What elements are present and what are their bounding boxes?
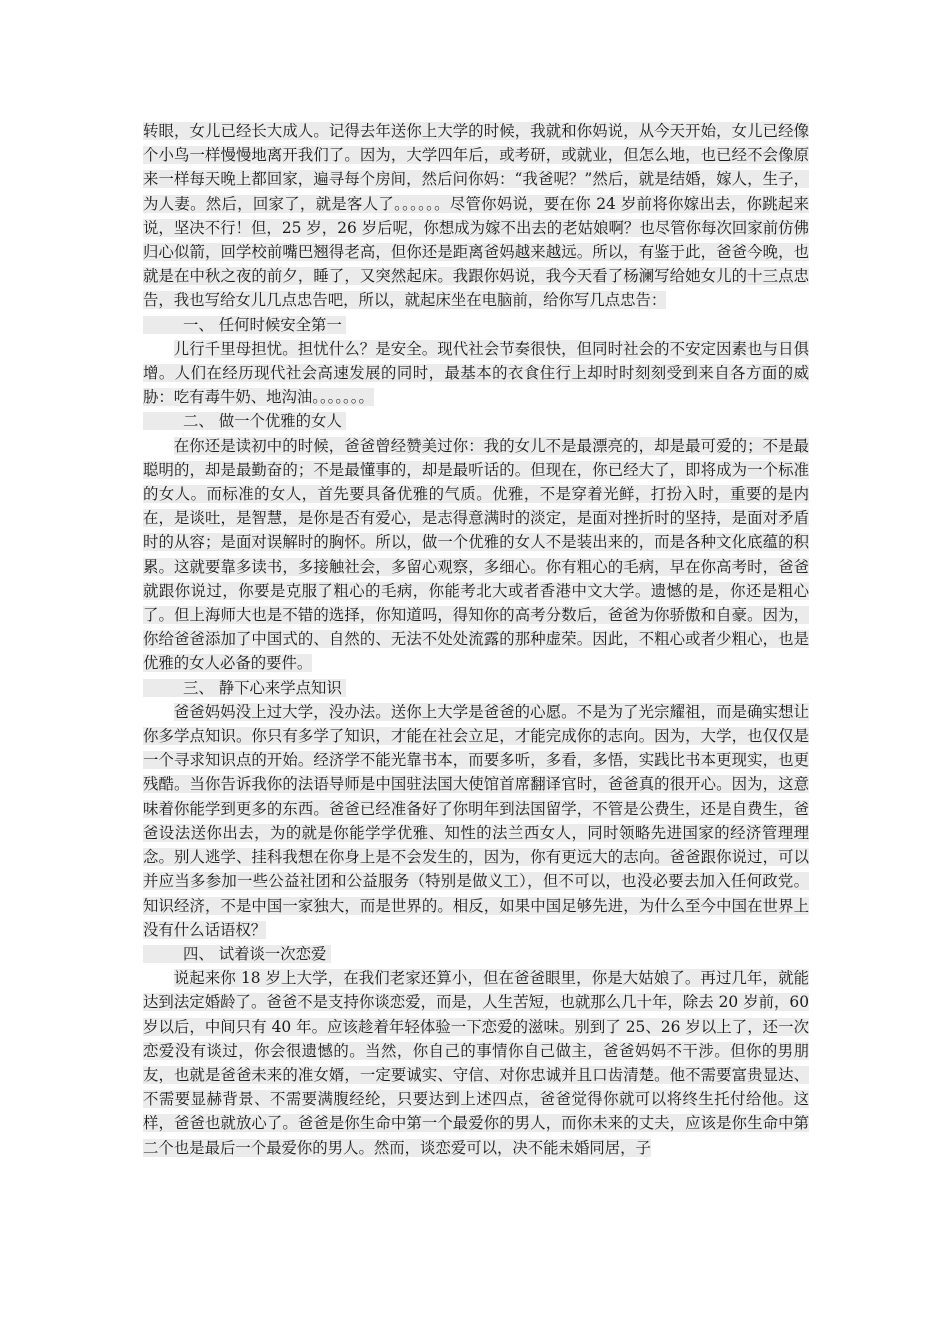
section-3-paragraph [143,700,809,942]
section-heading-2 [143,409,809,433]
section-heading-1 [143,313,809,337]
section-heading-3 [143,676,809,700]
section-4-paragraph-text: 说起来你 18 岁上大学，在我们老家还算小，但在爸爸眼里，你是大姑娘了。再过几年，就能达到法定婚龄了。爸爸不是支持你谈恋爱，而是，人生苦短，也就那么几十年，除去 20 岁前，60 岁以后，中间只有 40 年。应该趁着年轻体验一下恋爱的滋味。别到了 25、26 岁以上了，还一次恋爱没有谈过，你会很遗憾的。当然，你自己的事情你自己做主，爸爸妈妈不干涉。但你的男朋友，也就是爸爸未来的准女婿，一定要诚实、守信、对你忠诚并且口齿清楚。他不需要富贵显达、不需要显赫背景、不需要满腹经纶，只要达到上述四点，爸爸觉得你就可以将终生托付给他。这样，爸爸也就放心了。爸爸是你生命中第一个最爱你的男人，而你未来的丈夫，应该是你生命中第二个也是最后一个最爱你的男人。然而，谈恋爱可以，决不能未婚同居，子 [143,969,809,1157]
intro-paragraph [143,119,809,313]
section-heading-4 [143,942,809,966]
section-heading-2-text: 二、 做一个优雅的女人 [143,412,346,430]
section-1-paragraph [143,337,809,410]
section-1-paragraph-text: 儿行千里母担忧。担忧什么？是安全。现代社会节奏很快，但同时社会的不安定因素也与日俱增。人们在经历现代社会高速发展的同时，最基本的衣食住行上却时时刻刻受到来自各方面的威胁：吃有毒牛奶、地沟油。。。。。。。 [143,339,809,407]
section-3-paragraph-text: 爸爸妈妈没上过大学，没办法。送你上大学是爸爸的心愿。不是为了光宗耀祖，而是确实想让你多学点知识。你只有多学了知识，才能在社会立足，才能完成你的志向。因为，大学，也仅仅是一个寻求知识点的开始。经济学不能光靠书本，而要多听，多看，多悟，实践比书本更现实，也更残酷。当你告诉我你的法语导师是中国驻法国大使馆首席翻译官时，爸爸真的很开心。因为，这意味着你能学到更多的东西。爸爸已经准备好了你明年到法国留学，不管是公费生，还是自费生，爸爸设法送你出去，为的就是你能学学优雅、知性的法兰西女人，同时领略先进国家的经济管理理念。别人逃学、挂科我想在你身上是不会发生的，因为，你有更远大的志向。爸爸跟你说过，可以并应当多参加一些公益社团和公益服务（特别是做义工），但不可以，也没必要去加入任何政党。知识经济，不是中国一家独大，而是世界的。相反，如果中国足够先进，为什么至今中国在世界上没有什么话语权？ [143,702,809,939]
section-heading-1-text: 一、 任何时候安全第一 [143,316,346,334]
section-heading-3-text: 三、 静下心来学点知识 [143,679,346,697]
section-2-paragraph-text: 在你还是读初中的时候，爸爸曾经赞美过你：我的女儿不是最漂亮的，却是最可爱的；不是最聪明的，却是最勤奋的；不是最懂事的，却是最听话的。但现在，你已经大了，即将成为一个标准的女人。而标准的女人，首先要具备优雅的气质。优雅，不是穿着光鲜，打扮入时，重要的是内在，是谈吐，是智慧，是你是否有爱心，是志得意满时的淡定，是面对挫折时的坚持，是面对矛盾时的从容；是面对误解时的胸怀。所以，做一个优雅的女人不是装出来的，而是各种文化底蕴的积累。这就要靠多读书，多接触社会，多留心观察，多细心。你有粗心的毛病，早在你高考时，爸爸就跟你说过，你要是克服了粗心的毛病，你能考北大或者香港中文大学。遗憾的是，你还是粗心了。但上海师大也是不错的选择，你知道吗，得知你的高考分数后，爸爸为你骄傲和自豪。因为，你给爸爸添加了中国式的、自然的、无法不处处流露的那种虚荣。因此，不粗心或者少粗心，也是优雅的女人必备的要件。 [143,436,809,673]
section-2-paragraph [143,434,809,676]
document-page [143,119,809,1160]
intro-paragraph-text: 转眼，女儿已经长大成人。记得去年送你上大学的时候，我就和你妈说，从今天开始，女儿已经像个小鸟一样慢慢地离开我们了。因为，大学四年后，或考研，或就业，但怎么地，也已经不会像原来一样每天晚上都回家，遍寻每个房间，然后问你妈：“我爸呢？”然后，就是结婚，嫁人，生子，为人妻。然后，回家了，就是客人了。。。。。。尽管你妈说，要在你 24 岁前将你嫁出去，你跳起来说，坚决不行！但，25 岁，26 岁后呢，你想成为嫁不出去的老姑娘啊？也尽管你每次回家前仿佛归心似箭，回学校前嘴巴翘得老高，但你还是距离爸妈越来越远。所以，有鉴于此，爸爸今晚，也就是在中秋之夜的前夕，睡了，又突然起床。我跟你妈说，我今天看了杨澜写给她女儿的十三点忠告，我也写给女儿几点忠告吧，所以，就起床坐在电脑前，给你写几点忠告： [143,122,809,310]
section-4-paragraph [143,966,809,1160]
section-heading-4-text: 四、 试着谈一次恋爱 [143,945,331,963]
